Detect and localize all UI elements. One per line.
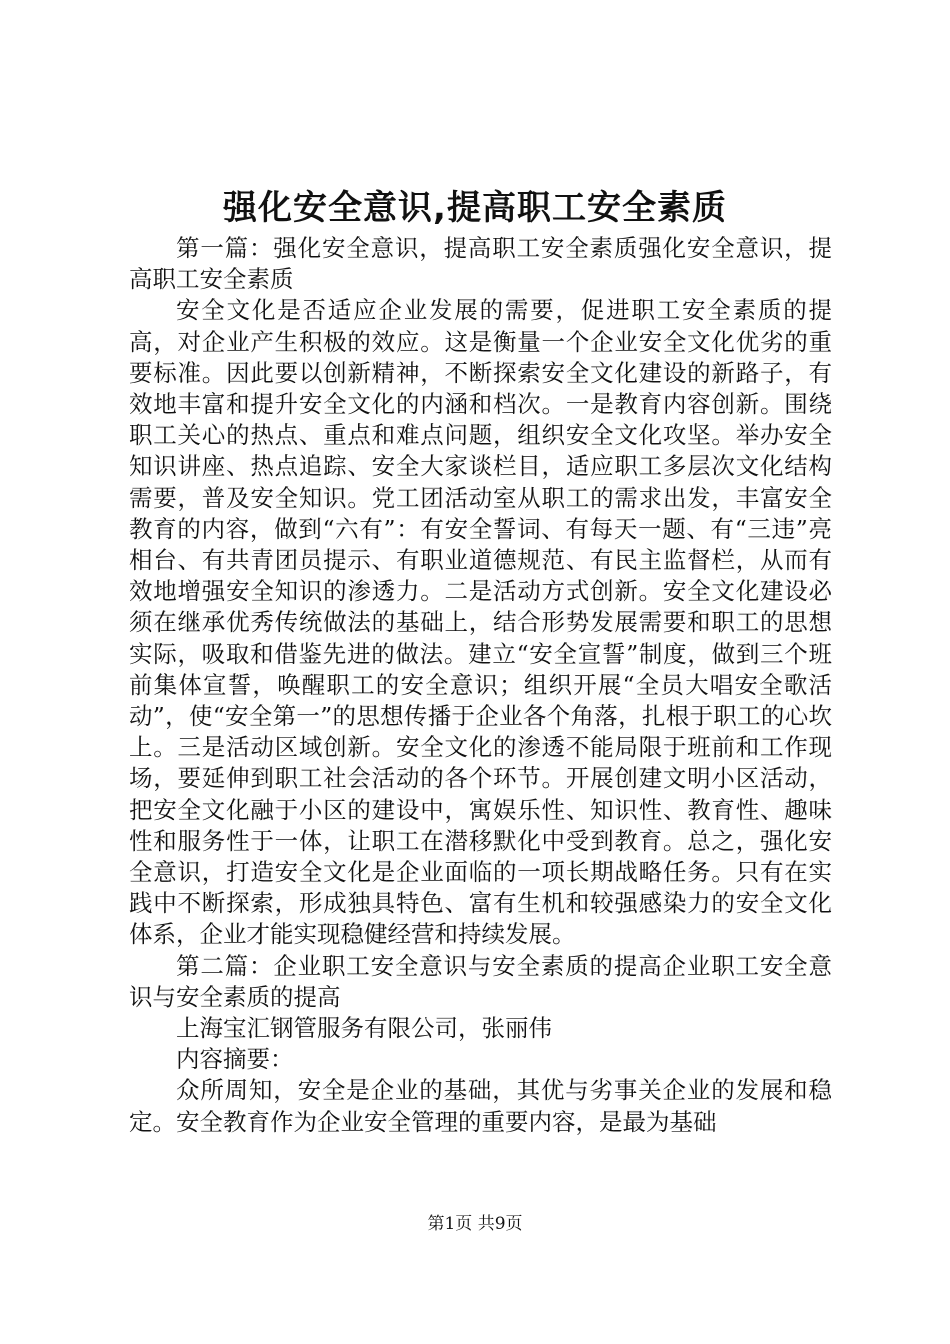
paragraph-part1-heading: 第一篇：强化安全意识，提高职工安全素质强化安全意识，提高职工安全素质	[129, 234, 832, 294]
paragraph-author: 上海宝汇钢管服务有限公司，张丽伟	[176, 1014, 552, 1043]
paragraph-part2-heading: 第二篇：企业职工安全意识与安全素质的提高企业职工安全意识与安全素质的提高	[129, 951, 832, 1011]
document-title: 强化安全意识,提高职工安全素质	[223, 188, 727, 228]
paragraph-abstract-text: 众所周知，安全是企业的基础，其优与劣事关企业的发展和稳定。安全教育作为企业安全管理的重要内容，是最为基础	[129, 1076, 832, 1136]
paragraph-abstract-label: 内容摘要：	[176, 1045, 294, 1074]
document-body	[129, 233, 832, 1138]
page-number-footer: 第1页 共9页	[427, 1214, 523, 1234]
paragraph-part1-body: 安全文化是否适应企业发展的需要，促进职工安全素质的提高，对企业产生积极的效应。这是衡量一个企业安全文化优劣的重要标准。因此要以创新精神，不断探索安全文化建设的新路子，有效地丰富和提升安全文化的内涵和档次。一是教育内容创新。围绕职工关心的热点、重点和难点问题，组织安全文化攻坚。举办安全知识讲座、热点追踪、安全大家谈栏目，适应职工多层次文化结构需要，普及安全知识。党工团活动室从职工的需求出发，丰富安全教育的内容，做到“六有”：有安全誓词、有每天一题、有“三违”亮相台、有共青团员提示、有职业道德规范、有民主监督栏，从而有效地增强安全知识的渗透力。二是活动方式创新。安全文化建设必须在继承优秀传统做法的基础上，结合形势发展需要和职工的思想实际，吸取和借鉴先进的做法。建立“安全宣誓”制度，做到三个班前集体宣誓，唤醒职工的安全意识；组织开展“全员大唱安全歌活动”，使“安全第一”的思想传播于企业各个角落，扎根于职工的心坎上。三是活动区域创新。安全文化的渗透不能局限于班前和工作现场，要延伸到职工社会活动的各个环节。开展创建文明小区活动，把安全文化融于小区的建设中，寓娱乐性、知识性、教育性、趣味性和服务性于一体，让职工在潜移默化中受到教育。总之，强化安全意识，打造安全文化是企业面临的一项长期战略任务。只有在实践中不断探索，形成独具特色、富有生机和较强感染力的安全文化体系，企业才能实现稳健经营和持续发展。	[129, 296, 832, 949]
